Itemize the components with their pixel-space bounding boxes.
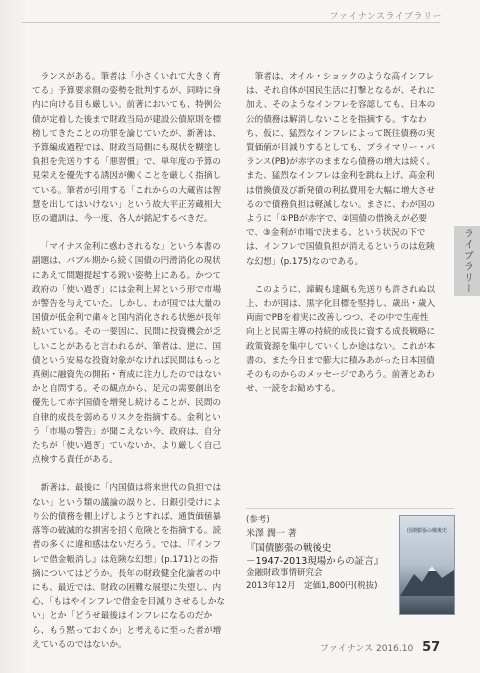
left-column — [32, 70, 225, 666]
paragraph: 新著は、最後に「内国債は将来世代の負担ではない」という類の議論の誤りと、日銀引受けにより公的債務を棚上げしようとすれば、通貨価値暴落等の破滅的な損害を招く危険とを指摘する。読者の多くに違和感はないだろう。では、「『インフレで借金帳消し』は危険な幻想」(p.171)との指摘についてはどうか。長年の財政健全化論者の中にも、最近では、財政の困難な展望に失望し、内心、「もはやインフレで借金を目減りさせるしかない」とか「どうせ最後はインフレになるのだから、もう黙っておくか」と考えるに至った者が増えているのではないか。 — [32, 483, 226, 650]
section-label: ファイナンスライブラリー — [329, 12, 442, 22]
reference-publisher: 金融財政事情研究会 — [246, 568, 323, 578]
book-cover-title: 国債膨張の戦後史 — [406, 528, 447, 534]
footer — [320, 640, 440, 655]
mountain-graphic — [400, 562, 454, 596]
reference-date-price: 2013年12月 定価1,800円(税抜) — [246, 581, 378, 591]
paragraph: 筆者は、オイル・ショックのような高インフレは、それ自体が国民生活に打撃となるが、それに加え、そのようなインフレを容認しても、日本の公的債務は解消しないことを指摘する。すなわち、仮に、猛烈なインフレによって既往債務の実質価値が目減りするとしても、プライマリー・バランス(PB)が赤字のままなら債務の増大は続く。また、猛烈なインフレは金利を跳ね上げ、高金利は借換債及び新発債の利払費用を大幅に増大させるので債務負担は軽減しない。まさに、わが国のように「①PBが赤字で、②国債の借換えが必要で、③金利が市場で決まる、という状況の下では、インフレで国債負担が消えるというのは危険な幻想」(p.175)なのである。 — [246, 72, 436, 267]
right-column — [246, 70, 436, 410]
reference-subtitle: －1947-2013現場からの証言』 — [246, 556, 384, 567]
paragraph: 「マイナス金利に惑わされるな」という本書の副題は、バブル期から続く国債の円滑消化の現状にあえて問題提起する鋭い姿勢上にある。かつて政府の「使い過ぎ」には金利上昇という形で市場が警告を与えていた。しかし、わが国では大量の国債が低金利で粛々と国内消化される状態が長年続いている。その一要因に、民間に投資機会が乏しいことがあると言われるが、筆者は、逆に、国債という安易な投資対象がなければ民間はもっと真剣に融資先の開拓・育成に注力したのではないかと自問する。その観点から、足元の需要創出を優先して赤字国債を増発し続けることが、民間の自律的成長を弱めるリスクを指摘する。金利という「市場の警告」が聞こえない今、政府は、自分たちが「使い過ぎ」ていないか、より厳しく自己点検する責任がある。 — [32, 242, 222, 466]
book-cover-image — [399, 515, 455, 615]
reference-author: 米澤 潤一 著 — [246, 529, 297, 539]
paragraph: このように、諦観も達観も先送りも許されぬ以上、わが国は、黒字化目標を堅持し、歳出・歳入両面でPBを着実に改善しつつ、その中で生産性向上と民需主導の持続的成長に資する成長戦略に政策資源を集中していくしか途はない。これが本書の、また今日まで膨大に積みあがった日本国債そのものからのメッセージであろう。前著とあわせ、一読をお勧めする。 — [246, 284, 436, 395]
footer-magazine: ファイナンス — [320, 644, 374, 654]
reference-label: (参考) — [246, 515, 270, 525]
reference-title: 『国債膨張の戦後史 — [246, 543, 332, 554]
paragraph: ランスがある。筆者は「小さくいれて大きく育てる」予算要求側の姿勢を批判するが、同時に身内に向ける目も厳しい。前著においても、特例公債が定着した後まで財政当局が建設公債原則を標榜してきたことの功罪を論じていたが、新著は、予算編成過程では、財政当局側にも現状を糊塗し負担を先送りする「悪習慣」で、単年度の予算の見栄えを優先する誘因が働くことを厳しく指摘している。筆者が引用する「これからの大蔵省は智慧を出してはいけない」という故大平正芳蔵相大臣の遺訓は、今一度、各人が銘記するべきだ。 — [32, 72, 222, 225]
reference-box — [246, 508, 454, 615]
header-divider — [22, 22, 440, 23]
side-tab-library: ライブラリー — [454, 226, 480, 296]
page-number: 57 — [422, 640, 441, 655]
footer-issue: 2016.10 — [375, 644, 414, 654]
